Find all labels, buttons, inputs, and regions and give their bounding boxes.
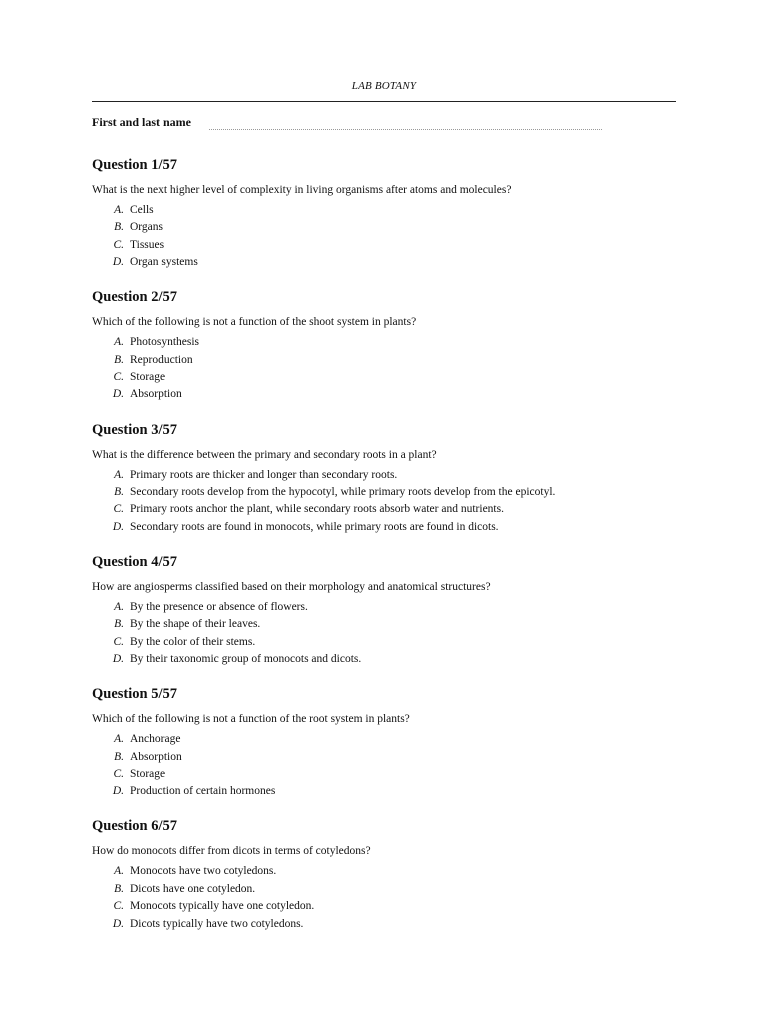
option-text: By the color of their stems. xyxy=(130,635,256,648)
option-text: Absorption xyxy=(130,388,182,401)
option-letter: D. xyxy=(112,653,124,666)
answer-option xyxy=(92,467,676,484)
option-letter: A. xyxy=(114,468,124,481)
option-letter: A. xyxy=(114,204,124,216)
option-letter: D. xyxy=(112,785,124,798)
question-prompt: Which of the following is not a function of the root system in plants? xyxy=(92,713,410,726)
option-letter: A. xyxy=(114,600,124,613)
option-letter: B. xyxy=(114,618,124,631)
option-text: Secondary roots are found in monocots, while primary roots are found in dicots. xyxy=(130,520,499,533)
answer-option xyxy=(92,352,676,369)
question-prompt: What is the difference between the primary and secondary roots in a plant? xyxy=(92,448,437,461)
option-letter: D. xyxy=(112,917,124,930)
option-text: Secondary roots develop from the hypocotyl, while primary roots develop from the epicotyl. xyxy=(130,485,556,498)
option-text: Photosynthesis xyxy=(130,336,200,349)
option-text: Anchorage xyxy=(130,733,181,746)
answer-option xyxy=(92,766,676,783)
option-text: Reproduction xyxy=(130,353,193,366)
question-prompt: Which of the following is not a function of the shoot system in plants? xyxy=(92,316,417,329)
option-text: Monocots have two cotyledons. xyxy=(130,865,277,878)
option-text: Dicots typically have two cotyledons. xyxy=(130,917,304,930)
question-4 xyxy=(92,554,676,686)
name-field-label: First and last name xyxy=(92,115,191,129)
option-text: Organ systems xyxy=(130,256,198,269)
answer-option xyxy=(92,731,676,748)
option-text: Production of certain hormones xyxy=(130,785,276,798)
answer-options xyxy=(92,202,676,272)
option-letter: C. xyxy=(113,767,124,780)
option-text: By their taxonomic group of monocots and dicots. xyxy=(130,653,362,666)
option-letter: B. xyxy=(114,882,124,895)
answer-option xyxy=(92,599,676,616)
question-list xyxy=(92,157,676,951)
question-2 xyxy=(92,289,676,421)
question-5 xyxy=(92,686,676,818)
answer-option xyxy=(92,783,676,800)
option-letter: B. xyxy=(114,221,124,234)
question-title: Question 1/57 xyxy=(92,157,177,173)
answer-options xyxy=(92,863,676,933)
question-6 xyxy=(92,818,676,950)
answer-options xyxy=(92,731,676,801)
option-text: Absorption xyxy=(130,750,182,763)
header-divider xyxy=(92,101,676,102)
option-letter: B. xyxy=(114,353,124,366)
answer-option xyxy=(92,749,676,766)
question-3 xyxy=(92,422,676,554)
answer-option xyxy=(92,519,676,536)
answer-option xyxy=(92,386,676,403)
answer-option xyxy=(92,369,676,386)
option-letter: A. xyxy=(114,865,124,878)
page-header-title: LAB BOTANY xyxy=(351,80,417,92)
answer-option xyxy=(92,881,676,898)
option-text: Storage xyxy=(130,371,166,384)
option-text: Primary roots are thicker and longer than secondary roots. xyxy=(130,468,398,481)
question-1 xyxy=(92,157,676,289)
answer-option xyxy=(92,634,676,651)
option-text: Tissues xyxy=(130,238,165,251)
answer-options xyxy=(92,334,676,404)
option-letter: D. xyxy=(112,388,124,401)
question-prompt: How do monocots differ from dicots in terms of cotyledons? xyxy=(92,845,371,858)
question-title: Question 3/57 xyxy=(92,421,177,438)
option-letter: C. xyxy=(113,635,124,648)
answer-option xyxy=(92,254,676,271)
option-text: Cells xyxy=(130,204,154,216)
option-text: Storage xyxy=(130,767,166,780)
answer-option xyxy=(92,651,676,668)
name-field-blank xyxy=(209,117,602,130)
option-letter: A. xyxy=(114,733,124,746)
answer-option xyxy=(92,484,676,501)
question-title: Question 5/57 xyxy=(92,686,177,703)
option-text: Dicots have one cotyledon. xyxy=(130,882,256,895)
answer-option xyxy=(92,237,676,254)
option-letter: C. xyxy=(113,900,124,913)
option-text: Primary roots anchor the plant, while secondary roots absorb water and nutrients. xyxy=(130,503,504,516)
question-title: Question 4/57 xyxy=(92,553,177,570)
option-text: By the shape of their leaves. xyxy=(130,618,261,631)
option-letter: B. xyxy=(114,485,124,498)
option-letter: B. xyxy=(114,750,124,763)
option-letter: C. xyxy=(113,238,124,251)
answer-option xyxy=(92,916,676,933)
answer-option xyxy=(92,219,676,236)
option-letter: D. xyxy=(112,520,124,533)
answer-options xyxy=(92,467,676,537)
answer-option xyxy=(92,898,676,915)
question-prompt: What is the next higher level of complexity in living organisms after atoms and molecules? xyxy=(92,184,512,196)
answer-option xyxy=(92,501,676,518)
answer-option xyxy=(92,334,676,351)
answer-options xyxy=(92,599,676,669)
option-letter: C. xyxy=(113,371,124,384)
answer-option xyxy=(92,863,676,880)
answer-option xyxy=(92,202,676,219)
option-letter: A. xyxy=(114,336,124,349)
answer-option xyxy=(92,616,676,633)
option-text: Monocots typically have one cotyledon. xyxy=(130,900,315,913)
option-text: Organs xyxy=(130,221,164,234)
question-title: Question 6/57 xyxy=(92,818,177,835)
question-prompt: How are angiosperms classified based on their morphology and anatomical structures? xyxy=(92,580,491,593)
name-row xyxy=(92,113,602,130)
question-title: Question 2/57 xyxy=(92,289,177,306)
option-text: By the presence or absence of flowers. xyxy=(130,600,308,613)
option-letter: D. xyxy=(112,256,124,269)
option-letter: C. xyxy=(113,503,124,516)
